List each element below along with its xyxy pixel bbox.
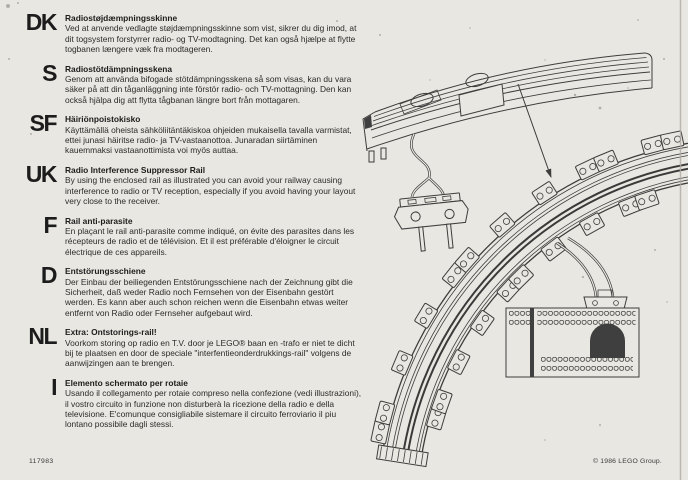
language-section-sf (16, 110, 368, 156)
rail-foot (381, 148, 386, 159)
stud-rows (538, 311, 636, 325)
scan-speck (6, 4, 10, 8)
power-plug-drawing (393, 192, 472, 253)
language-code: I (51, 373, 56, 400)
language-code: NL (28, 323, 56, 350)
copyright-notice: © 1986 LEGO Group. (592, 458, 662, 465)
connector-wire (411, 134, 444, 197)
suppressor-dome (590, 324, 625, 359)
language-code: SF (29, 110, 56, 137)
section-heading: Radio Interference Suppressor Rail (65, 164, 206, 175)
rail-connector-housing (459, 84, 504, 116)
section-heading: Rail anti-parasite (65, 215, 133, 226)
plug-prong (419, 227, 425, 251)
suppressor-rail-drawing (363, 53, 652, 162)
language-section-i (16, 373, 368, 430)
part-number: 117983 (29, 458, 54, 465)
language-code: D (40, 262, 56, 289)
section-text: Voorkom storing op radio en T.V. door je LEGO® baan en -trafo er niet te dicht bij te plaatsen en door de speciale "interfentieonderdrukkings-rail" volgens de aanwijzingen aan te brengen. (65, 337, 355, 369)
language-section-nl (16, 323, 368, 369)
section-heading: Radiostötdämpningsskena (65, 63, 173, 74)
scan-speck (8, 58, 10, 60)
stud-rows (541, 357, 633, 371)
section-heading: Häiriönpoistokisko (65, 114, 141, 125)
language-section-f (16, 211, 368, 258)
track-illustration (350, 0, 688, 480)
language-section-s (16, 59, 368, 106)
section-text: Genom att använda bifogade stötdämpningsskena så som visas, kan du vara säker på att din tåganläggning inte förstör radio- och TV-mottagning. Den kan också hjälpa dig att flytta tågbanan längre bort från mottagaren. (65, 74, 352, 105)
inset-terminal-tab (584, 297, 627, 309)
rail-joint-stripe (530, 308, 534, 377)
plug-prong (447, 224, 453, 248)
rail-foot (369, 151, 374, 162)
language-section-uk (16, 160, 368, 207)
language-code: F (43, 211, 56, 238)
section-heading: Elemento schermato per rotaie (65, 377, 188, 388)
stud-rows (509, 311, 531, 325)
track-end-face (377, 445, 429, 467)
section-heading: Radiostøjdæmpningsskinne (65, 13, 178, 23)
section-heading: Extra: Ontstorings-rail! (65, 327, 157, 338)
pointer-arrow (518, 84, 551, 177)
language-section-d (16, 262, 368, 318)
rail-end-notch (364, 115, 372, 129)
section-text: Ved at anvende vedlagte støjdæmpningsskinne som vist, sikrer du dig imod, at dit togsystem forstyrrer radio- og TV-modtagning. Det kan også hjælpe at flytte togbanen længere væk fra modtageren. (65, 23, 357, 55)
language-code: S (42, 59, 56, 86)
section-text: Der Einbau der beiliegenden Entstörungsschiene nach der Zeichnung gibt die Sicherheit, daß weder Radio noch Fernsehen von der Eisenbahn gestört werden. Es kann aber auch schon reichen wenn die Eisenbahn etwas weiter entfernt von Radio oder Fernseher aufgebaut wird. (65, 276, 353, 318)
section-text: En plaçant le rail anti-parasite comme indiqué, on évite des parasites dans les récepteurs de radio et de télévision. Et il est préférable d'éloigner le circuit électrique de ces appareils. (65, 225, 355, 257)
scan-speck (30, 133, 32, 135)
section-heading: Entstörungsschiene (65, 266, 146, 277)
scan-speck (336, 20, 338, 22)
detail-inset-drawing (506, 290, 639, 377)
language-code: UK (25, 160, 56, 187)
section-text: Käyttämällä oheista sähköliitäntäkiskoa ohjeiden mukaisella tavalla varmistat, ettei junasi häiritse radio- ja TV-vastaanottoa. Junaradan siirtäminen kauemmaksi vastaanottimista voi myös auttaa. (65, 124, 352, 156)
language-code: DK (25, 9, 56, 35)
section-text: Usando il collegamento per rotaie compreso nella confezione (vedi illustrazioni), il vostro circuito in funzione non disturberà la ricezione della radio e della televisione. E'comunque consigliabile sistemare il circuito ferroviario il piu lontano possibile dagli stessi. (65, 388, 362, 430)
scan-speck (17, 2, 19, 4)
language-section-dk (16, 9, 368, 55)
section-text: By using the enclosed rail as illustrated you can avoid your railway causing interference to radio or TV reception, especially if you avoid having your layout very close to the receiver. (65, 175, 356, 207)
curved-track-drawing (383, 142, 688, 459)
language-sections (16, 9, 368, 430)
